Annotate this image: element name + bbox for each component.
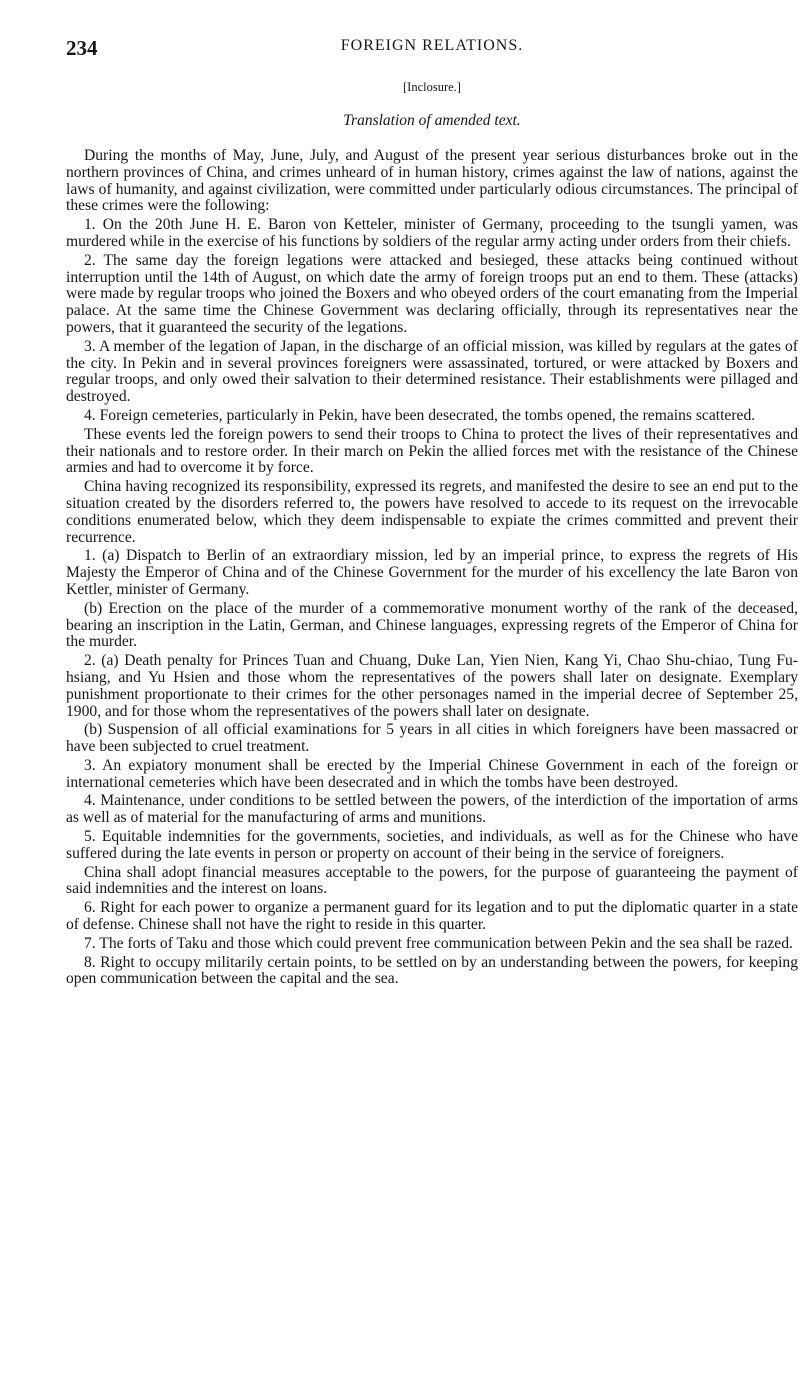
paragraph: 5. Equitable indemnities for the governments, societies, and individuals, as well as for the Chinese who have suffered during the late events in person or property on account of their being in the service of foreigners.: [66, 828, 798, 862]
paragraph: 3. An expiatory monument shall be erected by the Imperial Chinese Government in each of the foreign or international cemeteries which have been desecrated and in which the tombs have been destroyed.: [66, 756, 798, 791]
paragraph: 3. A member of the legation of Japan, in the discharge of an official mission, was killed by regulars at the gates of the city. In Pekin and in several provinces foreigners were assassinated, tortured, or were attacked by Boxers and regular troops, and only owed their salvation to their determined resistance. Their establishments were pillaged and destroyed.: [66, 337, 798, 406]
paragraph: 4. Foreign cemeteries, particularly in Pekin, have been desecrated, the tombs opened, the remains scattered.: [84, 406, 756, 424]
paragraph: These events led the foreign powers to send their troops to China to protect the lives of their representatives and their nationals and to restore order. In their march on Pekin the allied forces met with the resistance of the Chinese armies and had to overcome it by force.: [66, 425, 798, 477]
paragraph: 1. On the 20th June H. E. Baron von Ketteler, minister of Germany, proceeding to the tsungli yamen, was murdered while in the exercise of his functions by soldiers of the regular army acting under orders from their chiefs.: [66, 216, 798, 250]
paragraph: 4. Maintenance, under conditions to be settled between the powers, of the interdiction of the importation of arms as well as of material for the manufacturing of arms and munitions.: [66, 792, 798, 827]
inclosure-label: [Inclosure.]: [403, 80, 461, 94]
paragraph: (b) Erection on the place of the murder of a commemorative monument worthy of the rank of the deceased, bearing an inscription in the Latin, German, and Chinese languages, expressing regrets of the Emperor of China for the murder.: [66, 599, 798, 651]
paragraph: 1. (a) Dispatch to Berlin of an extraordiary mission, led by an imperial prince, to express the regrets of His Majesty the Emperor of China and of the Chinese Government for the murder of his excellency the late Baron von Kettler, minister of Germany.: [66, 547, 798, 598]
paragraph: During the months of May, June, July, and August of the present year serious disturbances broke out in the northern provinces of China, and crimes unheard of in human history, crimes against the law of nations, against the laws of humanity, and against civilization, were committed under particularly odious circumstances. The principal of these crimes were the following:: [66, 147, 798, 215]
document-caption: Translation of amended text.: [343, 112, 521, 129]
paragraph: 6. Right for each power to organize a permanent guard for its legation and to put the diplomatic quarter in a state of defense. Chinese shall not have the right to reside in this quarter.: [66, 899, 798, 934]
page-number: 234: [66, 36, 98, 60]
paragraph: 2. The same day the foreign legations were attacked and besieged, these attacks being continued without interruption until the 14th of August, on which date the army of foreign troops put an end to them. These (attacks) were made by regular troops who joined the Boxers and who obeyed orders of the court emanating from the Imperial palace. At the same time the Chinese Government was declaring officially, through its representatives near the powers, that it guaranteed the security of the legations.: [66, 251, 798, 336]
page-header: [66, 36, 798, 66]
paragraph: 7. The forts of Taku and those which could prevent free communication between Pekin and the sea shall be razed.: [84, 934, 793, 952]
document-body: [66, 148, 798, 990]
paragraph: (b) Suspension of all official examinations for 5 years in all cities in which foreigners have been massacred or have been subjected to cruel treatment.: [66, 721, 798, 756]
paragraph: 8. Right to occupy militarily certain points, to be settled on by an understanding between the powers, for keeping open communication between the capital and the sea.: [66, 953, 798, 988]
paragraph: 2. (a) Death penalty for Princes Tuan and Chuang, Duke Lan, Yien Nien, Kang Yi, Chao Shu-chiao, Tung Fu-hsiang, and Yu Hsien and those whom the representatives of the powers shall later on designate. Exemplary punishment proportionate to their crimes for the other personages named in the imperial decree of September 25, 1900, and for those whom the representatives of the powers shall later on designate.: [66, 652, 798, 720]
paragraph: China having recognized its responsibility, expressed its regrets, and manifested the desire to see an end put to the situation created by the disorders referred to, the powers have resolved to accede to its request on the irrevocable conditions enumerated below, which they deem indispensable to expiate the crimes committed and prevent their recurrence.: [66, 478, 798, 546]
running-head: FOREIGN RELATIONS.: [340, 37, 524, 54]
paragraph: China shall adopt financial measures acceptable to the powers, for the purpose of guaranteeing the payment of said indemnities and the interest on loans.: [66, 863, 798, 898]
